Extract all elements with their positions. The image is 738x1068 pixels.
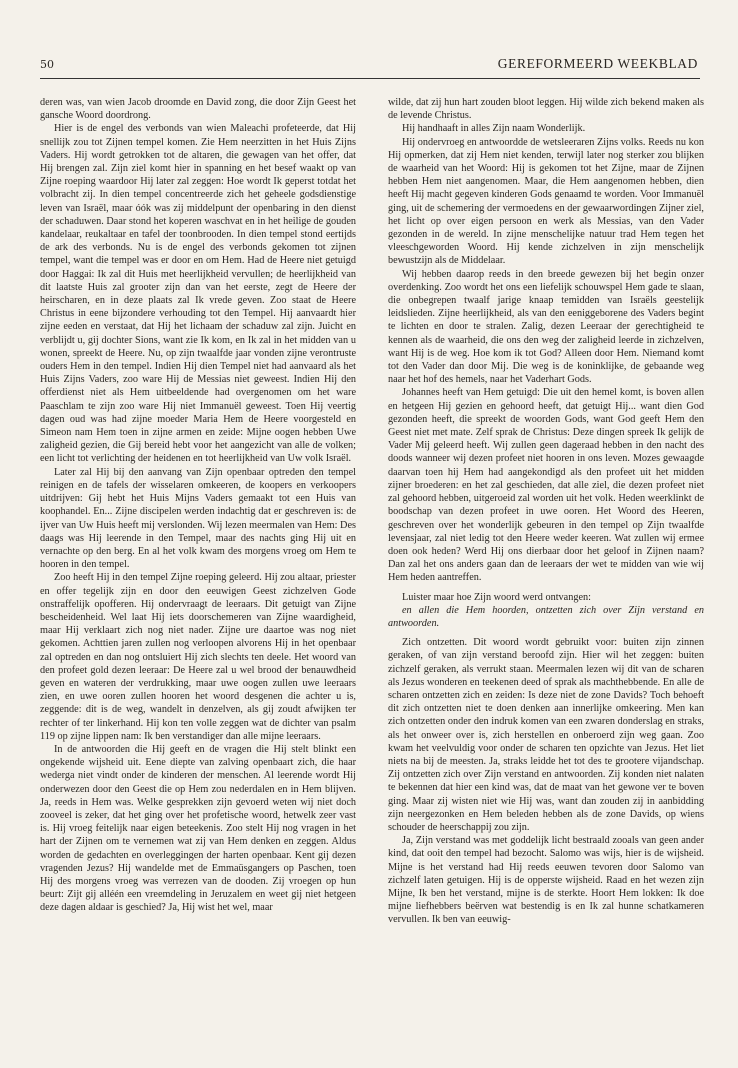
paragraph: In de antwoorden die Hij geeft en de vragen die Hij stelt blinkt een ongekende wijsheid uit. Eene diepte van zalving openbaart zich, die haar wederga niet vindt onder de kinderen der menschen. Al leerende wordt Hij onderwezen door den Geest die op Hem zou nederdalen en in Hem blijven. Ja, reeds in Hem was. Welke gesprekken zijn gevoerd weten wij niet doch zooveel is zeker, dat het ging over het profetische woord, hetwelk zeer vast is. Hij vroeg feitelijk naar eigen beteekenis. Zoo stelt Hij nog vragen in het hart der Zijnen om te vernemen wat zij van Hem denken en zeggen. Aldus worden de gedachten en overleggingen der harten openbaar. Kent gij dezen vragenden Jezus? Hij wandelde met de Emmaüsgangers op Paschen, toen Hij des morgens vroeg was verrezen van de dooden. Zij vroegen op hun beurt: Zijt gij alléén een vreemdeling in Jeruzalem en weet gij niet hetgeen deze dagen aldaar is geschied? Ja, Hij wist het wel, maar: [40, 743, 356, 914]
page-header: [40, 58, 698, 74]
paragraph: Zich ontzetten. Dit woord wordt gebruikt voor: buiten zijn zinnen geraken, of van zijn verstand beroofd zijn. Hier wil het zeggen: buiten zichzelf geraken, als verrukt staan. Meermalen lezen wij dit van de scharen als Jezus wonderen en teekenen deed of sprak als machthebbende. En alle de scharen ontzetten zich en zeiden: Is deze niet de zone Davids? Toch behoeft dit zich ontzetten niet te doen denken aan innerlijke omkeering. Men kan zich ontzetten onder den indruk komen van een zwaren donderslag en straks, als het onweer over is, zich herstellen en onberoerd zijn weg gaan. Zoo kwam het veelvuldig voor onder de scharen ten opzichte van Jezus. Het liet niets na bij de meesten. Ja, straks leidde het tot des te grootere vijandschap. Zij ontzetten zich over Zijn verstand en antwoorden. Zij konden niet nalaten te bekennen dat hier een kind was, dat de maat van het gewone ver te boven ging. Maar zij wisten niet wie Hij was, want dan zouden zij in aanbidding zijn neergezonken en Hem beleden hebben als de zone Davids, op wiens schouder de heerschappij zou zijn.: [388, 637, 704, 833]
paragraph: Luister maar hoe Zijn woord werd ontvangen:: [402, 591, 591, 603]
paragraph: Ja, Zijn verstand was met goddelijk licht bestraald zooals van geen ander kind, dat ooit den tempel had bezocht. Salomo was wijs, hier is de wijsheid. Mijne is het verstand had Hij reeds eeuwen tevoren door Salomo van zichzelf laten getuigen. Hij is de opperste wijsheid. Raad en het wezen zijn Mijne, Ik ben het verstand, mijne is de sterkte. Hoort Hem lokken: Ik doe mijne liefhebbers beërven wat bestendig is en Ik zal hunne schatkameren vervullen. Ik ben van eeuwig-: [388, 835, 704, 926]
paragraph: Later zal Hij bij den aanvang van Zijn openbaar optreden den tempel reinigen en de tafels der wisselaren omkeeren, de koopers en verkoopers uitdrijven: Gij hebt het Huis Mijns Vaders gemaakt tot een Huis van koophandel. En... Zijne discipelen werden indachtig dat er geschreven is: de ijver van Uw Huis heeft mij verslonden. Wij lezen meermalen van Hem: Des daags was Hij leerende in den Tempel, maar des nachts ging Hij uit en vernachte op den berg. En al het volk kwam des morgens vroeg om Hem te hooren in den tempel.: [40, 466, 356, 571]
publication-title: GEREFORMEERD WEEKBLAD: [497, 56, 698, 71]
page-number: 50: [40, 58, 54, 71]
right-column: [388, 96, 704, 1056]
quote-text: en allen die Hem hoorden, ontzetten zich over Zijn verstand en antwoorden.: [388, 604, 704, 629]
scripture-quote: [388, 604, 704, 630]
paragraph: Hij ondervroeg en antwoordde de wetsleeraren Zijns volks. Reeds nu kon Hij opmerken, dat zij Hem niet kenden, terwijl later nog sterker zou blijken de waarheid van het Woord: Hij is gekomen tot het Zijne, maar de Zijnen hebben Hem niet aangenomen. Maar, die Hem aangenomen hebben, dien heeft Hij macht gegeven kinderen Gods genaamd te worden. Voor Immanuël ging, uit de schemering der vermoedens en der gewaarwordingen Zijner ziel, het licht op over eigen persoon en werk als Messias, van den Vader gezonden in de wereld. In zijne menschelijke natuur trad Hem tegen het vleeschgeworden Woord. Hij kende zichzelven in zijn menschelijk bewustzijn als de Middelaar.: [388, 136, 704, 267]
header-rule: [40, 78, 700, 79]
paragraph: Hier is de engel des verbonds van wien Maleachi profeteerde, dat Hij snellijk zou tot Zijnen tempel komen. Zie Hem neerzitten in het Huis Zijns Vaders. Hij wordt getrokken tot de altaren, die gewagen van het offer, dat Hij brengen zal. Zijn ziel komt hier in spanning en het besef waakt op van Zijne roeping waardoor Hij later zal zeggen: Hoe wordt Ik geperst totdat het volbracht zij. In dien tempel concentreerde zich het geheele godsdienstige leven van Israël, maar óók was zij middelpunt der openbaring in den dienst der schaduwen. Daar stond het koperen waschvat en in het heilige de gouden kandelaar, reukaltaar en tafel der toonbrooden. In dien tempel stond eertijds de ark des verbonds. Nu is de engel des verbonds gekomen tot zijnen tempel, want die tempel was er door en om Hem. Had de Heere niet getuigd door Haggai: Ik zal dit Huis met heerlijkheid vervullen; de heerlijkheid van dit laatste Huis zal grooter zijn dan van het eerste, zegt de Heere der heirscharen, en in deze plaats zal Ik vrede geven. Zoo staat de Heere Christus in eene bijzondere verhouding tot den Tempel. Hij aanvaardt hier zijne eeden en verstaat, dat Hij het lichaam der schaduw zal zijn. Juicht en verblijdt u, gij dochter Sions, want zie Ik kom, en Ik zal in het midden van u wonen, spreekt de Heere. Nu, op zijn twaalfde jaar vonden zijne verontruste ouders Hem in den tempel. Indien Hij dien Tempel niet had aanvaard als het Huis Zijns Vaders, zoo ware Hij de Messias niet geweest. Indien Hij den offerdienst niet als Hem uitbeeldende had overgenomen om het ware Paaschlam te zijn zoo ware Hij niet Immanuël geweest. Toen Hij veertig dagen oud was had zijne moeder Maria Hem de Heere voorgesteld en Simeon nam Hem toen in zijne armen en zeide: Mijne oogen hebben Uwe zaligheid gezien, die Gij bereid hebt voor het aangezicht van alle de volken; een licht tot verlichting der heidenen en tot heerlijkheid van Uw volk Israël.: [40, 123, 356, 465]
paragraph: Zoo heeft Hij in den tempel Zijne roeping geleerd. Hij zou altaar, priester en offer tegelijk zijn en door den eeuwigen Geest zichzelven Gode onstraffelijk opofferen. Hij ondervraagt de leeraars. Dit getuigt van Zijne bescheidenheid. Wel laat Hij iets doorschemeren van Zijne waardigheid, maar Hij verklaart zich nog niet nader. Zijne ure daartoe was nog niet gekomen. Achttien jaren zullen nog verloopen alvorens Hij in het openbaar zal optreden en dan nog ontsluiert Hij zich slechts ten deele. Het woord van den profeet gold dezen leeraar: De Heere zal u wel brood der benauwdheid geven en wateren der verdrukking, maar uwe oogen zullen uwe leeraars zien, en uwe ooren zullen hooren het woord desgenen die achter u is, zeggende: dit is de weg, wandelt in denzelven, als gij zoudt afwijken ter rechter of ter linkerhand. Hij kon ten volle zeggen wat de dichter van psalm 119 op zijne lippen nam: Ik ben verstandiger dan alle mijne leeraars.: [40, 572, 356, 742]
paragraph: wilde, dat zij hun hart zouden bloot leggen. Hij wilde zich bekend maken als de levende Christus.: [388, 97, 704, 122]
paragraph: Hij handhaaft in alles Zijn naam Wonderlijk.: [402, 123, 586, 135]
paragraph: Johannes heeft van Hem getuigd: Die uit den hemel komt, is boven allen en hetgeen Hij gezien en gehoord heeft, dat getuigt Hij... want dien God gezonden heeft, die spreekt de woorden Gods, want God geeft Hem den Geest niet met mate. Zelf sprak de Christus: Deze dingen spreek Ik gelijk de Vader Mij geleerd heeft. Wij zullen geen dageraad hebben in den nacht des doods wanneer wij dezen profeet niet hooren in ons leven. Mozes gewaagde daarvan toen hij Hem had aangekondigd als den profeet uit het midden zijner broederen: en het zal geschieden, dat alle ziel, die dezen profeet niet zal gehoord hebben, uitgeroeid zal worden uit het volk. Heden weerklinkt de boodschap van dezen profeet in uwe ooren. Het Woord des Heeren, geschreven over het wonderlijk gebeuren in den tempel op Zijn twaalfde levensjaar, zal niet ledig tot den Heere weder keeren. Wat zullen wij ermee doen ook heden? Werd Hij ons dierbaar door het geloof in Zijnen naam? Dan zal het ons anders gaan dan de leeraars der wet te midden van wie wij Hem heden aantreffen.: [388, 387, 704, 584]
paragraph: Wij hebben daarop reeds in den breede gewezen bij het begin onzer overdenking. Zoo wordt het ons een liefelijk schouwspel Hem gade te slaan, die onbegrepen twaalf jarige knaap temidden van Israëls geestelijk leidslieden. Zijne heerlijkheid, als van den eeniggeborene des Vaders begint te lichten en door te stralen. Zalig, dezen Leeraar der gerechtigheid te kennen als de waarheid, die ons den weg der zaligheid leerde in zichzelven, want Hij is de weg. Hoe kom ik tot God? Alleen door Hem. Niemand komt tot den Vader dan door Mij. Die weg is de koninklijke, de gebaande weg naar het hof des hemels, naar het Vaderhart Gods.: [388, 268, 704, 386]
left-column: [40, 96, 356, 1056]
paragraph: deren was, van wien Jacob droomde en David zong, die door Zijn Geest het gansche Woord doordrong.: [40, 97, 356, 122]
